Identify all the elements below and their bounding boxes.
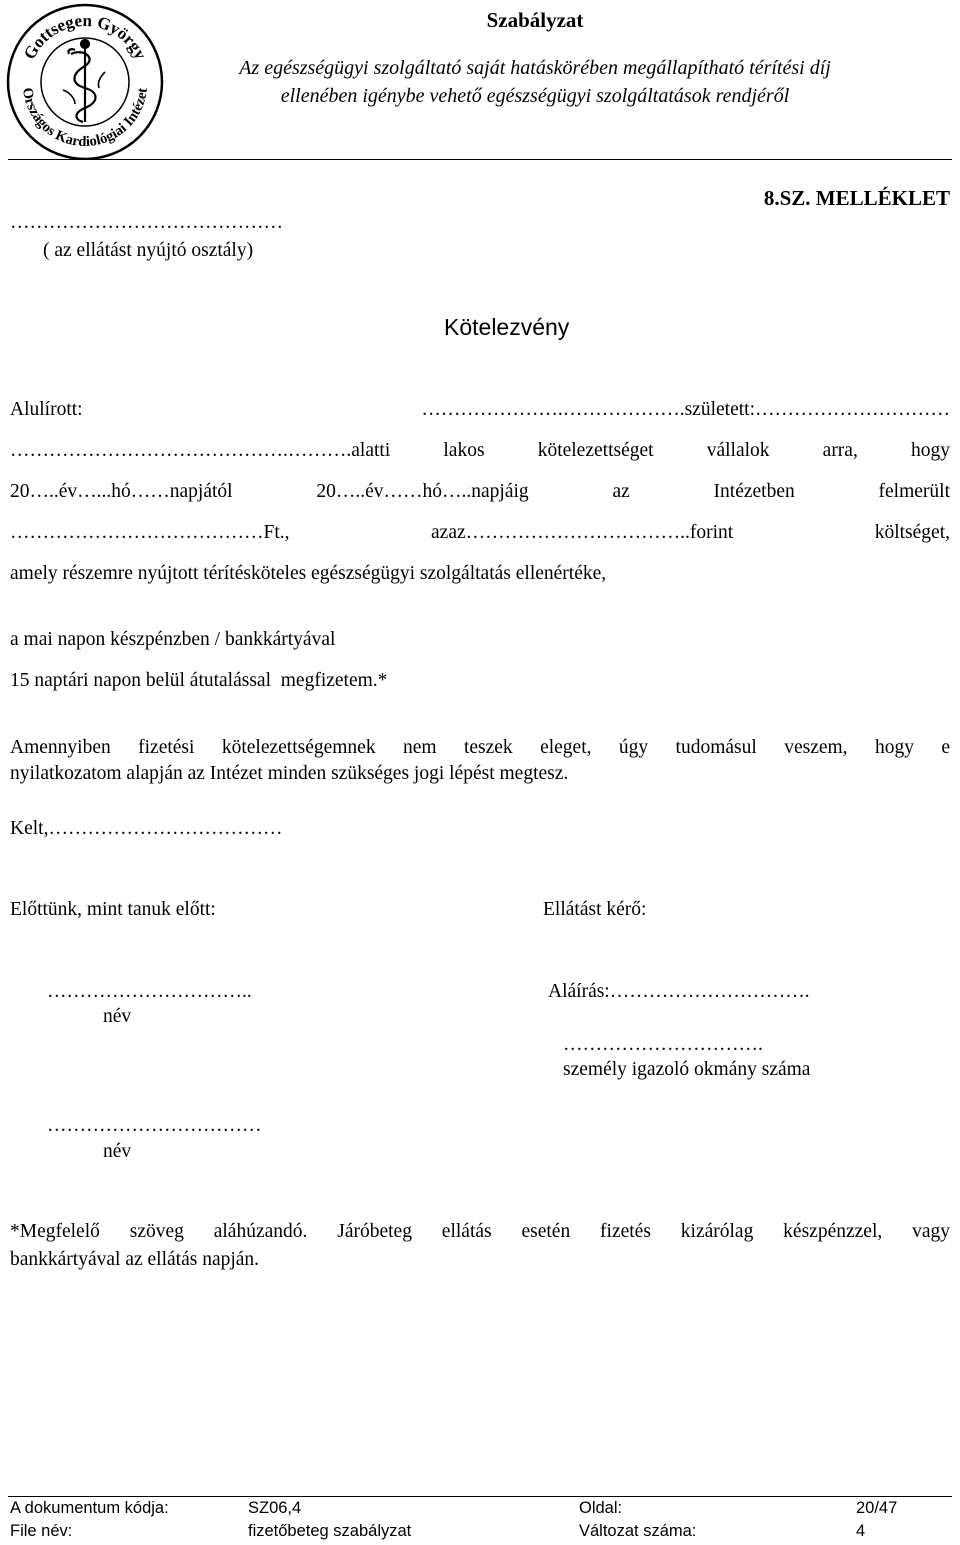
obligation-paragraph-line2: nyilatkozatom alapján az Intézet minden szükséges jogi lépést megtesz. [10, 763, 569, 784]
body-line-address: …………………………………….……….alatti lakos kötelezettséget vállalok arra, hogy [10, 440, 950, 461]
footer-file-label: File név: [10, 1522, 73, 1540]
footer-code-label: A dokumentum kódja: [10, 1499, 169, 1517]
footnote-line1: *Megfelelő szöveg aláhúzandó. Járóbeteg ellátás esetén fizetés kizárólag készpénzzel, vagy [10, 1221, 950, 1242]
body-line-amount: …………………………………Ft., azaz……………………………..forint költséget, [10, 522, 950, 543]
footer-divider [8, 1496, 952, 1497]
footer-version-label: Változat száma: [579, 1522, 697, 1540]
witness1-name-label: név [103, 1006, 132, 1027]
header-subtitle-line2: ellenében igénybe vehető egészségügyi szolgáltatások rendjéről [280, 85, 790, 107]
signature-field: Aláírás:…………………………. [548, 981, 810, 1002]
logo-text-bottom: Országos Kardiológiai Intézet [18, 86, 151, 151]
department-label: ( az ellátást nyújtó osztály) [43, 240, 254, 261]
payment-option-transfer: 15 naptári napon belül átutalással megfizetem.* [10, 670, 388, 691]
id-document-label: személy igazoló okmány száma [563, 1059, 811, 1080]
footer-code-value: SZ06,4 [248, 1499, 302, 1517]
header-subtitle-line1: Az egészségügyi szolgáltató saját hatáskörében megállapítható térítési díj [239, 57, 831, 79]
footer-file-value: fizetőbeteg szabályzat [248, 1522, 412, 1540]
body-line-name: Alulírott: ………………….……………….született:………………………… [10, 399, 950, 420]
caduceus-seal-icon [63, 40, 105, 122]
requester-label: Ellátást kérő: [543, 899, 647, 920]
logo-text-top: Gottsegen György [19, 10, 151, 63]
obligation-paragraph-line1: Amennyiben fizetési kötelezettségemnek nem teszek eleget, úgy tudomásul veszem, hogy e [10, 737, 950, 758]
document-title: Kötelezvény [444, 314, 570, 340]
payment-option-cash-card: a mai napon készpénzben / bankkártyával [10, 629, 336, 650]
footer-page-value: 20/47 [856, 1499, 898, 1517]
footer-page-label: Oldal: [579, 1499, 623, 1517]
institute-logo [5, 2, 165, 160]
id-document-line: …………………………. [563, 1034, 763, 1055]
date-place-field: Kelt,……………………………… [10, 818, 283, 839]
annex-label: 8.SZ. MELLÉKLET [763, 186, 950, 210]
witness2-signature-line: …………………………… [47, 1115, 262, 1136]
footer-version-value: 4 [856, 1522, 866, 1540]
witnesses-label: Előttünk, mint tanuk előtt: [10, 899, 216, 920]
department-dots: …………………………………… [10, 212, 283, 233]
header-title: Szabályzat [486, 8, 584, 32]
header-divider [8, 159, 952, 160]
witness2-name-label: név [103, 1141, 132, 1162]
witness1-signature-line: ………………………….. [47, 981, 252, 1002]
footnote-line2: bankkártyával az ellátás napján. [10, 1249, 260, 1270]
body-line-service: amely részemre nyújtott térítésköteles egészségügyi szolgáltatás ellenértéke, [10, 563, 607, 584]
body-line-dates: 20…..év…...hó……napjától 20…..év……hó…..napjáig az Intézetben felmerült [10, 481, 950, 502]
